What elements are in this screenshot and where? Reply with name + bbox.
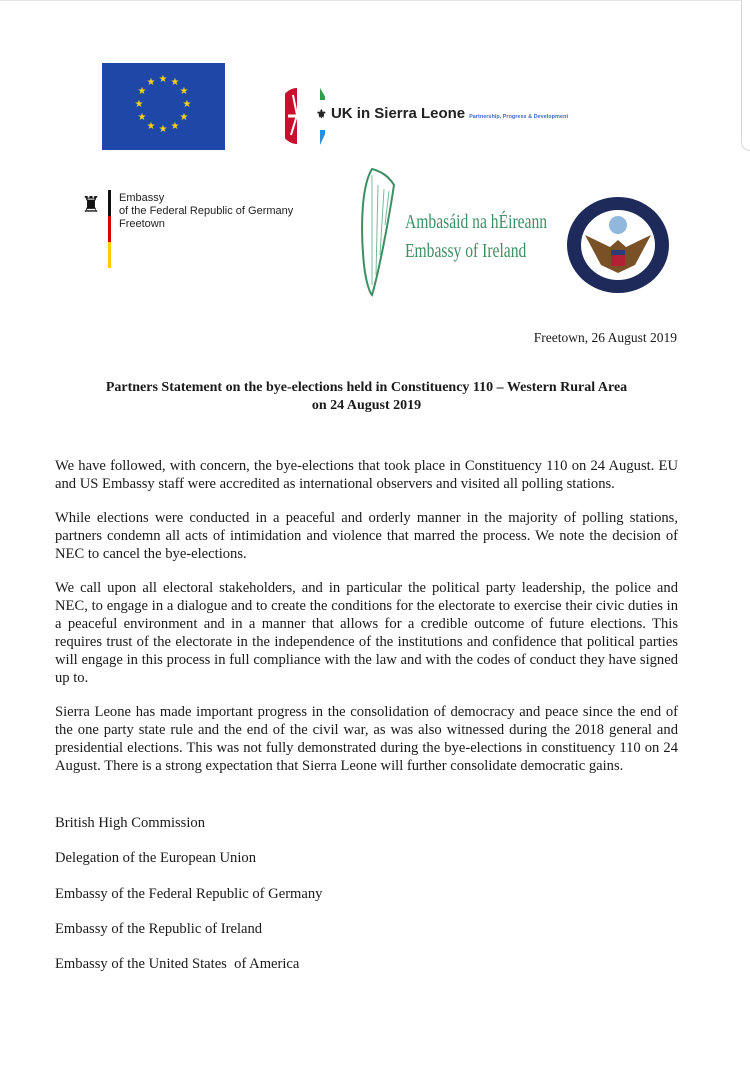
svg-text:★: ★ (182, 99, 192, 110)
signatory: Delegation of the European Union (55, 850, 257, 867)
germany-logo-line2: of the Federal Republic of Germany (119, 205, 294, 217)
ireland-embassy-logo (405, 208, 547, 266)
svg-text:★: ★ (134, 99, 144, 110)
ireland-logo-line1: Ambasáid na hÉireann (405, 211, 548, 233)
svg-text:★: ★ (137, 112, 147, 123)
svg-text:★: ★ (158, 124, 168, 135)
germany-logo-line1: Embassy (119, 192, 165, 204)
document-date: Freetown, 26 August 2019 (533, 330, 677, 345)
page-top-edge (0, 0, 742, 1)
signatory: Embassy of the Republic of Ireland (55, 920, 263, 937)
svg-text:★: ★ (146, 121, 156, 132)
uk-logo-tagline: Partnership, Progress & Development (469, 114, 569, 120)
svg-text:★: ★ (170, 77, 180, 88)
crest-icon: ⚜ (316, 107, 327, 121)
paragraph: We have followed, with concern, the bye-elections that took place in Constituency 110 on 24 August. EU and US Embassy staff were accredited as international observers and visited all polling stations. (55, 458, 678, 492)
signatories-list (55, 815, 322, 991)
signatory: British High Commission (55, 815, 206, 831)
us-state-department-seal (565, 195, 671, 300)
germany-embassy-logo (78, 190, 318, 270)
svg-text:★: ★ (179, 112, 189, 123)
title-line-2: on 24 August 2019 (311, 398, 422, 413)
eu-flag-logo (102, 63, 225, 150)
svg-text:★: ★ (146, 77, 156, 88)
svg-text:★: ★ (158, 74, 168, 85)
svg-text:★: ★ (179, 86, 189, 97)
paragraph: We call upon all electoral stakeholders, and in particular the political party leadership, the police and NEC, to engage in a dialogue and to create the conditions for the electorate to exercise their civic duties in a peaceful environment and in a manner that allows for a credible outcome of future elections. This requires trust of the electorate in the independence of the institutions and confidence that political parties will engage in this process in full compliance with the law and with the codes of conduct they have signed up to. (55, 580, 678, 686)
uk-in-sierra-leone-logo (285, 85, 615, 147)
uk-logo-name: UK in Sierra Leone (330, 105, 466, 122)
svg-text:★: ★ (137, 86, 147, 97)
eagle-icon: ♜ (81, 192, 101, 217)
document-body (55, 457, 678, 791)
paragraph: While elections were conducted in a peaceful and orderly manner in the majority of polling stations, partners condemn all acts of intimidation and violence that marred the process. We note the decision of NEC to cancel the bye-elections. (55, 510, 678, 562)
germany-logo-line3: Freetown (119, 218, 165, 230)
svg-text:★: ★ (170, 121, 180, 132)
paragraph: Sierra Leone has made important progress in the consolidation of democracy and peace since the end of the one party state rule and the end of the civil war, as was also witnessed during the 2018 general and presidential elections. This was not fully demonstrated during the bye-elections in constituency 110 on 24 August. There is a strong expectation that Sierra Leone will further consolidate democratic gains. (55, 704, 678, 774)
title-line-1: Partners Statement on the bye-elections held in Constituency 110 – Western Rural Area (105, 380, 628, 395)
page-edge (741, 0, 750, 151)
document-title (55, 379, 678, 415)
ireland-logo-line2: Embassy of Ireland (405, 240, 527, 262)
signatory: Embassy of the Federal Republic of Germany (55, 885, 323, 902)
harp-icon (358, 165, 398, 302)
signatory: Embassy of the United States of America (55, 956, 300, 973)
